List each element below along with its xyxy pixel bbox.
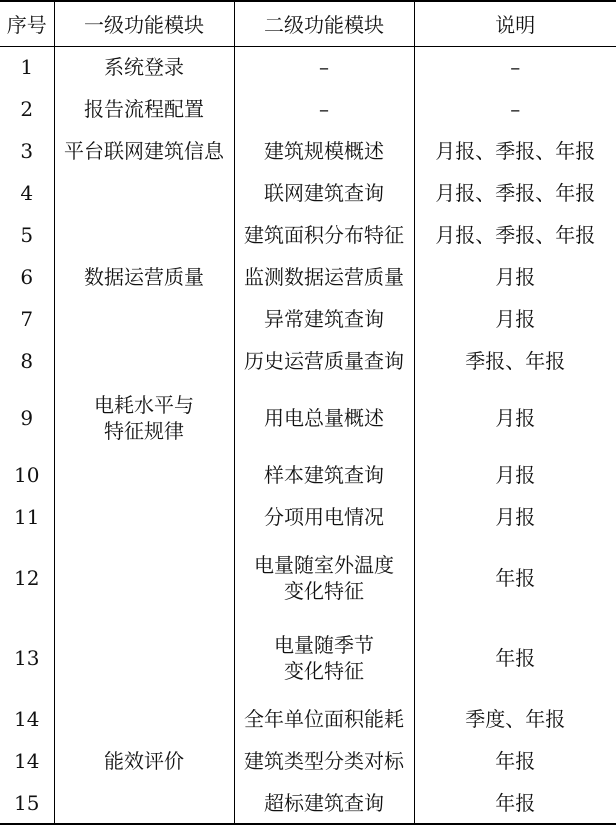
- table-row: [0, 740, 616, 782]
- cell-serial-no: 12: [14, 566, 40, 590]
- header-row: [0, 1, 616, 46]
- cell-level1-module: [54, 454, 234, 496]
- cell-serial-no: 1: [20, 55, 34, 80]
- cell-description: 月报: [414, 496, 616, 538]
- cell-level2-module: 电量随季节 变化特征: [234, 618, 414, 698]
- table-body: [0, 46, 616, 824]
- cell-description: 年报: [414, 740, 616, 782]
- cell-level2-module: 监测数据运营质量: [234, 256, 414, 298]
- cell-description: 季报、年报: [414, 340, 616, 382]
- cell-level1-module: [54, 214, 234, 256]
- table-row: [0, 298, 616, 340]
- cell-serial-no: 4: [20, 181, 34, 205]
- cell-description: 月报: [414, 454, 616, 496]
- cell-serial-no: 14: [14, 749, 40, 773]
- table-row: [0, 454, 616, 496]
- cell-level2-module: 建筑类型分类对标: [234, 740, 414, 782]
- cell-serial-no: 10: [14, 463, 40, 487]
- cell-description: 月报: [414, 382, 616, 454]
- cell-level2-module: 超标建筑查询: [234, 782, 414, 824]
- cell-level2-module: –: [234, 46, 414, 88]
- table-row: [0, 340, 616, 382]
- cell-description: –: [414, 46, 616, 88]
- cell-level1-module: 电耗水平与 特征规律: [54, 382, 234, 454]
- cell-description: 月报、季报、年报: [414, 130, 616, 172]
- cell-level2-module: 分项用电情况: [234, 496, 414, 538]
- table-row: [0, 256, 616, 298]
- cell-level1-module: [54, 496, 234, 538]
- cell-level1-module: 系统登录: [54, 46, 234, 88]
- table-row: [0, 214, 616, 256]
- table-header: [0, 1, 616, 46]
- cell-level2-module: 联网建筑查询: [234, 172, 414, 214]
- cell-description: –: [414, 88, 616, 130]
- header-level2-module: 二级功能模块: [234, 1, 414, 46]
- cell-serial-no: 5: [20, 223, 34, 247]
- cell-description: 月报: [414, 298, 616, 340]
- cell-description: 季度、年报: [414, 698, 616, 740]
- table-row: [0, 130, 616, 172]
- cell-description: 年报: [414, 538, 616, 618]
- table-row: [0, 88, 616, 130]
- cell-level1-module: 报告流程配置: [54, 88, 234, 130]
- cell-level1-module: [54, 340, 234, 382]
- cell-serial-no: 14: [14, 707, 40, 731]
- cell-level2-module: –: [234, 88, 414, 130]
- table-row: [0, 496, 616, 538]
- cell-level1-module: 数据运营质量: [54, 256, 234, 298]
- cell-level1-module: [54, 782, 234, 824]
- table-row: [0, 172, 616, 214]
- header-serial-no: 序号: [0, 1, 54, 46]
- cell-level2-module: 全年单位面积能耗: [234, 698, 414, 740]
- cell-serial-no: 3: [20, 139, 34, 163]
- cell-level1-module: [54, 698, 234, 740]
- table-row: [0, 698, 616, 740]
- cell-serial-no: 6: [20, 265, 34, 289]
- cell-description: 年报: [414, 782, 616, 824]
- cell-level2-module: 电量随室外温度 变化特征: [234, 538, 414, 618]
- cell-serial-no: 7: [20, 307, 34, 331]
- cell-description: 月报、季报、年报: [414, 172, 616, 214]
- cell-serial-no: 11: [14, 505, 40, 529]
- cell-level1-module: [54, 538, 234, 618]
- cell-level2-module: 建筑规模概述: [234, 130, 414, 172]
- header-description: 说明: [414, 1, 616, 46]
- cell-level2-module: 历史运营质量查询: [234, 340, 414, 382]
- cell-level2-module: 异常建筑查询: [234, 298, 414, 340]
- cell-description: 月报: [414, 256, 616, 298]
- header-level1-module: 一级功能模块: [54, 1, 234, 46]
- cell-level1-module: 能效评价: [54, 740, 234, 782]
- cell-serial-no: 13: [14, 646, 40, 670]
- cell-level2-module: 建筑面积分布特征: [234, 214, 414, 256]
- cell-level2-module: 样本建筑查询: [234, 454, 414, 496]
- table-row: [0, 782, 616, 824]
- cell-serial-no: 2: [20, 97, 34, 121]
- table-row: [0, 538, 616, 618]
- table-row: [0, 618, 616, 698]
- cell-level1-module: [54, 298, 234, 340]
- cell-description: 月报、季报、年报: [414, 214, 616, 256]
- cell-level1-module: [54, 172, 234, 214]
- cell-level1-module: 平台联网建筑信息: [54, 130, 234, 172]
- cell-level2-module: 用电总量概述: [234, 382, 414, 454]
- cell-serial-no: 9: [20, 406, 34, 430]
- table-row: [0, 46, 616, 88]
- cell-level1-module: [54, 618, 234, 698]
- cell-serial-no: 15: [0, 782, 54, 824]
- table-row: [0, 382, 616, 454]
- cell-description: 年报: [414, 618, 616, 698]
- cell-serial-no: 8: [20, 349, 34, 373]
